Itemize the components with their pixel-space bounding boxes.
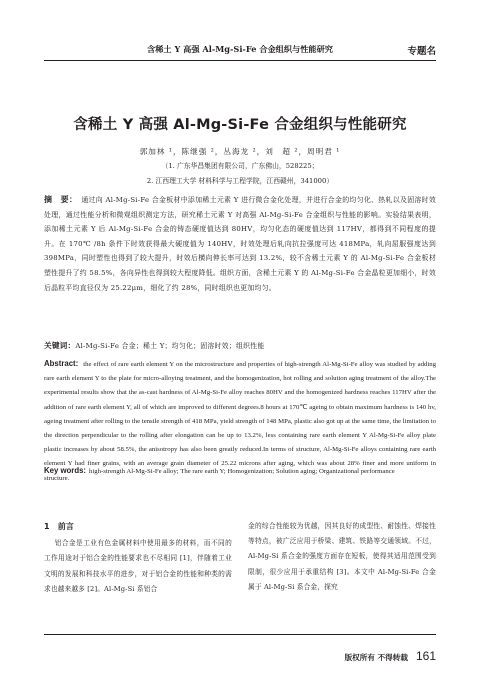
section-title: 前言 <box>57 522 75 531</box>
page-header <box>0 0 480 62</box>
chinese-keywords-label: 关键词： <box>44 341 76 350</box>
section-heading <box>44 519 232 534</box>
affiliation-1: （1. 广东华昌集团有限公司，广东佛山，528225； <box>161 162 319 170</box>
chinese-abstract <box>44 193 436 295</box>
running-title: 含稀土 Y 高强 Al-Mg-Si-Fe 合金组织与性能研究 <box>147 44 333 54</box>
section-tag: 专题名 <box>407 46 436 57</box>
english-abstract-label: Abstract: <box>44 359 79 368</box>
section-number: 1 <box>44 522 50 531</box>
page-number: 161 <box>415 649 436 663</box>
header-rule <box>44 60 436 61</box>
body-paragraph-right: 金的综合性能较为优越，因其良好的成型性、耐蚀性、焊接性等特点，被广泛应用于桥梁、建筑、铁路等交通领域。不过，Al-Mg-Si 系合金的强度方面存在短板，使得其适用范围受到限制，很少应用于承重结构 [3]。本文中 Al-Mg-Si-Fe 合金属于 Al-Mg-Si 系合金，探究 <box>248 522 436 591</box>
english-keywords <box>44 464 436 479</box>
footer-rule <box>44 634 436 635</box>
article-title: 含稀土 Y 高强 Al-Mg-Si-Fe 合金组织与性能研究 <box>73 117 407 133</box>
page-footer <box>345 649 436 663</box>
author-list: 郭加林 ¹，陈继强 ²，丛海龙 ²，刘 超 ²，周明君 ¹ <box>139 147 341 156</box>
body-column-left <box>44 519 232 597</box>
english-keywords-text: high-strength Al-Mg-Si-Fe alloy; The rare earth Y; Homogenization; Solution aging; Organizational performance <box>89 468 395 475</box>
english-keywords-label: Key words: <box>44 466 87 475</box>
chinese-keywords <box>44 340 436 351</box>
chinese-abstract-text: 通过向 Al-Mg-Si-Fe 合金板材中添加稀土元素 Y 进行微合金化处理，并进行合金的均匀化、热轧以及固溶时效处理，通过性能分析和微观组织测定方法，研究稀土元素 Y 对高强 Al-Mg-Si-Fe 合金组织与性能的影响。实验结果表明，添加稀土元素 Y 后 Al-Mg-Si-Fe 合金的铸态硬度值达到 80HV，均匀化态的硬度值达到 117HV，都得到不同程度的提升。在 170℃ /8h 条件下时效获得最大硬度值为 140HV，时效处理后轧向抗拉强度可达 418MPa，轧向屈服强度达到 398MPa，同时塑性也得到了较大提升，时效后横向伸长率可达到 13.2%，较不含稀土元素 Y 的 Al-Mg-Si-Fe 合金板材塑性提升了约 58.5%，各向异性也得到较大程度降低。组织方面，含稀土元素 Y 的 Al-Mg-Si-Fe 合金晶粒更加细小，时效后晶粒平均直径仅为 25.22μm，细化了约 28%，同时组织也更加均匀。 <box>44 196 437 292</box>
body-paragraph-left: 铝合金是工业有色金属材料中使用最多的材料，而不同的工作用途对于铝合金的性能要求也不尽相同 [1]，伴随着工业文明的发展和科技水平的进步，对于铝合金的性能和种类的需求也越来越多 [2]。Al-Mg-Si 系铝合 <box>44 539 232 593</box>
copyright-slogan: 版权所有 不得转载 <box>344 653 408 662</box>
body-column-right <box>248 519 436 595</box>
chinese-keywords-text: Al-Mg-Si-Fe 合金；稀土 Y；均匀化；固溶时效；组织性能 <box>75 342 265 350</box>
english-abstract-text: the effect of rare earth element Y on the microstructure and properties of high-strength Al-Mg-Si-Fe alloy was studied by adding rare earth element Y to the plate for micro-alloying treatment, and the homogenization, hot rolling and solution aging treatment of the alloy.The experimental results show that the as-cast hardness of Al-Mg-Si-Fe alloy reaches 80HV and the homogenized hardness reaches 117HV after the addition of rare earth element Y, all of which are improved to different degrees.8 hours at 170℃ ageing to obtain maximum hardness is 140 hv, ageing treatment after rolling to the tensile strength of 418 MPa, yield strength of 148 MPa, plastic also got up at the same time, the limitation to the direction perpendicular to the rolling after elongation can be up to 13.2%, less containing rare earth element Y Al-Mg-Si-Fe alloy plate plastic increases by about 58.5%, the anisotropy has also been greatly reduced.In terms of structure, Al-Mg-Si-Fe alloys containing rare earth element Y had finer grains, with an average grain diameter of 25.22 microns after aging, which was about 28% finer and more uniform in structure. <box>44 361 437 482</box>
affiliation-2: 2. 江西理工大学 材料科学与工程学院，江西赣州，341000） <box>146 177 334 185</box>
chinese-abstract-label: 摘 要： <box>44 195 78 204</box>
